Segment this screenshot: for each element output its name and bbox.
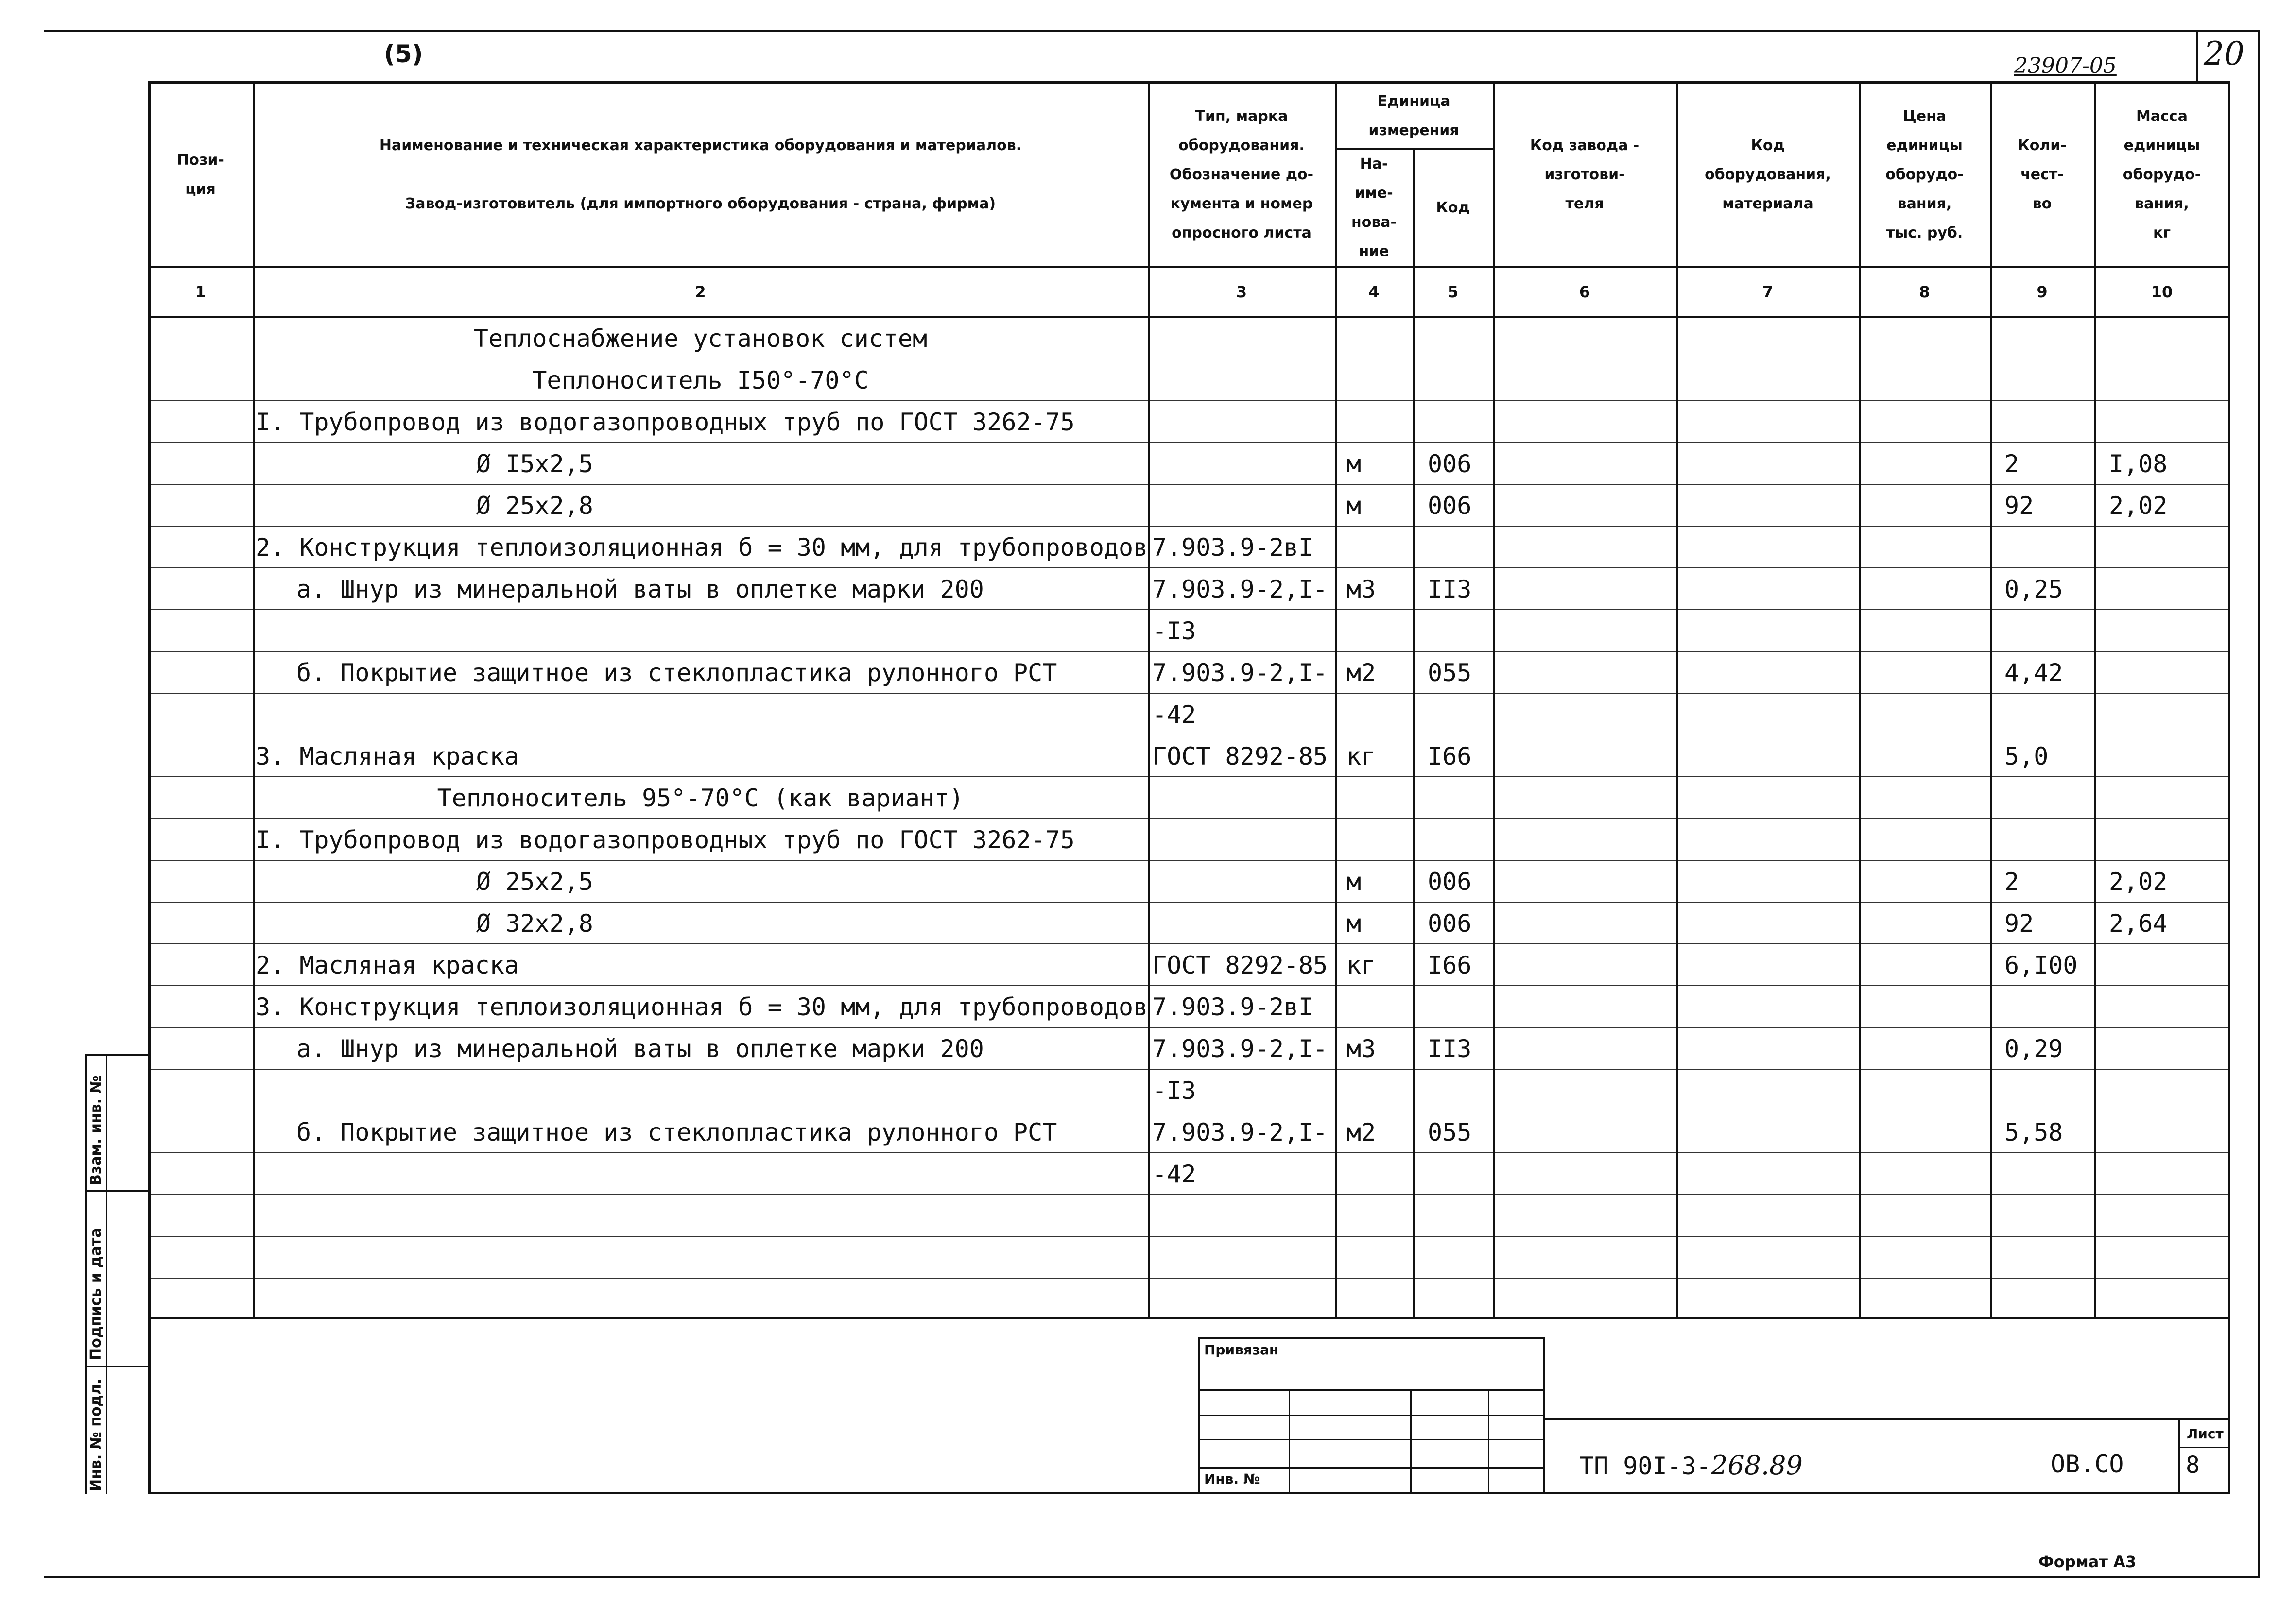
row-mass bbox=[2094, 318, 2229, 359]
row-name: I. Трубопровод из водогазопроводных труб по ГОСТ 3262-75 bbox=[256, 826, 1075, 854]
doc-code bbox=[1579, 1450, 1803, 1481]
row-code bbox=[1413, 1237, 1493, 1279]
row-name: 3. Масляная краска bbox=[256, 742, 519, 770]
outer-frame-bottom bbox=[44, 1576, 2260, 1578]
row-name: Теплоснабжение установок систем bbox=[473, 325, 928, 353]
column-header-text: На- име- нова- ние bbox=[1351, 155, 1397, 260]
row-name: 3. Конструкция теплоизоляционная б = 30 мм, для трубопроводов bbox=[256, 993, 1148, 1021]
row-quantity: 5,58 bbox=[2004, 1118, 2063, 1146]
row-code bbox=[1413, 1195, 1493, 1237]
row-name: а. Шнур из минеральной ваты в оплетке марки 200 bbox=[296, 575, 984, 603]
row-name bbox=[253, 694, 1148, 735]
row-name: б. Покрытие защитное из стеклопластика рулонного РСТ bbox=[296, 659, 1057, 687]
column-header-text: Наименование и техническая характеристика оборудования и материалов. Завод-изготовитель (для импортного оборудования - страна, фирма) bbox=[379, 137, 1022, 212]
row-type: 7.903.9-2,I- bbox=[1152, 1118, 1328, 1146]
column-number-3: 3 bbox=[1236, 283, 1247, 301]
row-unit bbox=[1335, 1195, 1413, 1237]
row-quantity bbox=[1990, 694, 2094, 735]
row-code bbox=[1413, 318, 1493, 359]
row-quantity bbox=[1990, 777, 2094, 819]
unit-group-header-text: Единица измерения bbox=[1368, 92, 1459, 139]
row-unit: м3 bbox=[1347, 575, 1376, 603]
row-code: 006 bbox=[1428, 492, 1472, 520]
row-unit bbox=[1335, 527, 1413, 568]
row-name: 2. Масляная краска bbox=[256, 951, 519, 979]
row-quantity bbox=[1990, 986, 2094, 1028]
row-unit bbox=[1335, 1070, 1413, 1111]
column-number-10: 10 bbox=[2151, 283, 2173, 301]
column-number-8: 8 bbox=[1919, 283, 1930, 301]
column-number-4: 4 bbox=[1368, 283, 1380, 301]
row-name: I. Трубопровод из водогазопроводных труб по ГОСТ 3262-75 bbox=[256, 408, 1075, 436]
row-quantity bbox=[1990, 1237, 2094, 1279]
row-mass bbox=[2094, 777, 2229, 819]
row-type: 7.903.9-2,I- bbox=[1152, 659, 1328, 687]
row-type: 7.903.9-2,I- bbox=[1152, 1035, 1328, 1063]
row-unit: м3 bbox=[1347, 1035, 1376, 1063]
row-mass bbox=[2094, 359, 2229, 401]
row-type bbox=[1148, 903, 1335, 944]
row-type bbox=[1148, 485, 1335, 527]
row-type: ГОСТ 8292-85 bbox=[1152, 742, 1328, 770]
row-code: 006 bbox=[1428, 450, 1472, 478]
row-unit bbox=[1335, 401, 1413, 443]
row-type: 7.903.9-2вI bbox=[1152, 993, 1313, 1021]
side-strip-div1 bbox=[85, 1190, 151, 1192]
row-unit bbox=[1335, 777, 1413, 819]
row-name: Теплоноситель 95°-70°C (как вариант) bbox=[437, 784, 964, 812]
row-type: -42 bbox=[1152, 1160, 1196, 1188]
row-quantity: 0,29 bbox=[2004, 1035, 2063, 1063]
row-mass bbox=[2094, 610, 2229, 652]
row-unit bbox=[1335, 819, 1413, 861]
title-block-top bbox=[1543, 1418, 2230, 1420]
column-header-8 bbox=[1859, 84, 1990, 266]
side-strip-top bbox=[85, 1054, 151, 1056]
row-quantity: 92 bbox=[2004, 909, 2034, 938]
row-quantity bbox=[1990, 610, 2094, 652]
row-code: 055 bbox=[1428, 659, 1472, 687]
row-quantity: 92 bbox=[2004, 492, 2034, 520]
row-code bbox=[1413, 359, 1493, 401]
row-mass bbox=[2094, 1279, 2229, 1320]
stamp-col1 bbox=[1289, 1389, 1290, 1492]
row-name: а. Шнур из минеральной ваты в оплетке марки 200 bbox=[296, 1035, 984, 1063]
row-name bbox=[253, 610, 1148, 652]
stamp-row1 bbox=[1198, 1389, 1545, 1391]
row-code: 055 bbox=[1428, 1118, 1472, 1146]
column-header-5 bbox=[1413, 150, 1493, 266]
row-type bbox=[1148, 359, 1335, 401]
row-code bbox=[1413, 527, 1493, 568]
row-type: -42 bbox=[1152, 700, 1196, 729]
column-number-7: 7 bbox=[1762, 283, 1774, 301]
column-header-text: Тип, марка оборудования. Обозначение до- кумента и номер опросного листа bbox=[1169, 108, 1314, 241]
column-header-6 bbox=[1493, 84, 1676, 266]
column-divider-6 bbox=[1676, 81, 1678, 1319]
row-type bbox=[1148, 443, 1335, 485]
row-quantity: 2 bbox=[2004, 868, 2020, 896]
row-code bbox=[1413, 1070, 1493, 1111]
row-name bbox=[253, 1153, 1148, 1195]
row-unit: кг bbox=[1347, 742, 1376, 770]
row-mass bbox=[2094, 944, 2229, 986]
side-strip-left bbox=[85, 1054, 87, 1494]
stamp-box-top bbox=[1198, 1337, 1545, 1339]
column-number-2: 2 bbox=[695, 283, 706, 301]
unit-group-header bbox=[1335, 84, 1493, 148]
row-type bbox=[1148, 777, 1335, 819]
row-name: Ø 32x2,8 bbox=[476, 909, 593, 938]
column-header-text: Цена единицы оборудо- вания, тыс. руб. bbox=[1885, 108, 1964, 241]
column-header-text: Код bbox=[1436, 199, 1470, 216]
side-label-inv: Инв. № подл. bbox=[87, 1378, 104, 1491]
row-name bbox=[253, 1237, 1148, 1279]
column-header-10 bbox=[2094, 84, 2229, 266]
column-header-9 bbox=[1990, 84, 2094, 266]
row-quantity bbox=[1990, 1279, 2094, 1320]
doc-code-hand: 268.89 bbox=[1710, 1450, 1803, 1481]
row-mass bbox=[2094, 1153, 2229, 1195]
stamp-row4 bbox=[1198, 1467, 1545, 1469]
row-unit bbox=[1335, 1153, 1413, 1195]
doc-number-top: 23907-05 bbox=[2014, 53, 2117, 78]
row-code: II3 bbox=[1428, 575, 1472, 603]
column-number-5: 5 bbox=[1447, 283, 1459, 301]
stamp-row3 bbox=[1198, 1439, 1545, 1440]
column-header-text: Масса единицы оборудо- вания, кг bbox=[2123, 108, 2201, 241]
row-mass bbox=[2094, 1237, 2229, 1279]
side-label-vzam: Взам. инв. № bbox=[87, 1076, 104, 1185]
row-mass bbox=[2094, 652, 2229, 694]
row-code bbox=[1413, 610, 1493, 652]
column-header-3 bbox=[1148, 84, 1335, 266]
row-unit bbox=[1335, 318, 1413, 359]
column-number-1: 1 bbox=[195, 283, 206, 301]
row-mass bbox=[2094, 986, 2229, 1028]
row-mass bbox=[2094, 694, 2229, 735]
row-mass: 2,64 bbox=[2109, 909, 2168, 938]
row-unit bbox=[1335, 1279, 1413, 1320]
row-quantity: 2 bbox=[2004, 450, 2020, 478]
column-header-text: Код оборудования, материала bbox=[1705, 137, 1831, 212]
column-number-9: 9 bbox=[2037, 283, 2048, 301]
row-name: Ø I5x2,5 bbox=[476, 450, 593, 478]
row-quantity bbox=[1990, 1195, 2094, 1237]
row-name: б. Покрытие защитное из стеклопластика рулонного РСТ bbox=[296, 1118, 1057, 1146]
row-quantity bbox=[1990, 1153, 2094, 1195]
row-unit: м2 bbox=[1347, 659, 1376, 687]
row-type: 7.903.9-2,I- bbox=[1152, 575, 1328, 603]
row-quantity: 6,I00 bbox=[2004, 951, 2078, 979]
row-quantity: 4,42 bbox=[2004, 659, 2063, 687]
row-quantity bbox=[1990, 819, 2094, 861]
row-type: ГОСТ 8292-85 bbox=[1152, 951, 1328, 979]
row-mass bbox=[2094, 527, 2229, 568]
sheet-box-left bbox=[2178, 1418, 2180, 1494]
row-name bbox=[253, 1195, 1148, 1237]
outer-frame-right bbox=[2258, 30, 2260, 1578]
row-unit bbox=[1335, 986, 1413, 1028]
row-mass bbox=[2094, 1028, 2229, 1070]
row-type bbox=[1148, 1237, 1335, 1279]
row-mass bbox=[2094, 568, 2229, 610]
column-header-4 bbox=[1335, 150, 1413, 266]
stamp-inv-no: Инв. № bbox=[1204, 1471, 1260, 1487]
column-header-1 bbox=[148, 84, 253, 266]
stamp-col3 bbox=[1488, 1389, 1489, 1492]
row-unit: м bbox=[1347, 450, 1362, 478]
column-header-text: Коли- чест- во bbox=[2018, 137, 2067, 212]
column-divider-5 bbox=[1493, 81, 1495, 1319]
row-mass bbox=[2094, 1070, 2229, 1111]
row-code: II3 bbox=[1428, 1035, 1472, 1063]
stamp-col2 bbox=[1410, 1389, 1412, 1492]
sheet-number-top: 20 bbox=[2204, 35, 2244, 72]
row-code: 006 bbox=[1428, 909, 1472, 938]
side-strip-inner bbox=[106, 1054, 107, 1494]
row-code bbox=[1413, 777, 1493, 819]
row-type: -I3 bbox=[1152, 617, 1196, 645]
row-type bbox=[1148, 1279, 1335, 1320]
outer-frame-top bbox=[44, 30, 2260, 32]
row-type: 7.903.9-2вI bbox=[1152, 533, 1313, 562]
row-unit: м2 bbox=[1347, 1118, 1376, 1146]
row-unit bbox=[1335, 359, 1413, 401]
column-header-7 bbox=[1676, 84, 1859, 266]
row-mass bbox=[2094, 735, 2229, 777]
row-code bbox=[1413, 1153, 1493, 1195]
row-quantity: 0,25 bbox=[2004, 575, 2063, 603]
row-mass bbox=[2094, 1111, 2229, 1153]
page-number-label: (5) bbox=[384, 40, 423, 68]
row-code bbox=[1413, 401, 1493, 443]
column-divider-7 bbox=[1859, 81, 1861, 1319]
table-bottom bbox=[148, 1492, 2230, 1494]
row-quantity bbox=[1990, 359, 2094, 401]
row-code: I66 bbox=[1428, 742, 1472, 770]
sheet-box-div bbox=[2178, 1447, 2230, 1448]
row-mass bbox=[2094, 401, 2229, 443]
row-mass bbox=[2094, 1195, 2229, 1237]
column-number-6: 6 bbox=[1579, 283, 1590, 301]
row-unit: кг bbox=[1347, 951, 1376, 979]
stamp-row2 bbox=[1198, 1415, 1545, 1416]
row-mass: 2,02 bbox=[2109, 492, 2168, 520]
section-code: ОВ.СО bbox=[2051, 1450, 2124, 1478]
row-quantity: 5,0 bbox=[2004, 742, 2049, 770]
row-code bbox=[1413, 694, 1493, 735]
sheet-number-box-left bbox=[2196, 30, 2198, 84]
row-unit bbox=[1335, 1237, 1413, 1279]
row-name: 2. Конструкция теплоизоляционная б = 30 мм, для трубопроводов bbox=[256, 533, 1148, 562]
row-quantity bbox=[1990, 527, 2094, 568]
row-mass: I,08 bbox=[2109, 450, 2168, 478]
sheet-label: Лист bbox=[2187, 1426, 2224, 1442]
doc-code-prefix: ТП 90I-3- bbox=[1579, 1452, 1711, 1480]
row-code bbox=[1413, 1279, 1493, 1320]
row-quantity bbox=[1990, 401, 2094, 443]
row-mass: 2,02 bbox=[2109, 868, 2168, 896]
row-unit: м bbox=[1347, 868, 1362, 896]
row-code: 006 bbox=[1428, 868, 1472, 896]
row-name: Ø 25x2,8 bbox=[476, 492, 593, 520]
row-code bbox=[1413, 819, 1493, 861]
column-header-text: Пози- ция bbox=[177, 152, 224, 198]
row-type bbox=[1148, 861, 1335, 903]
format-label: Формат А3 bbox=[2038, 1553, 2137, 1571]
row-unit: м bbox=[1347, 909, 1362, 938]
row-type bbox=[1148, 401, 1335, 443]
row-type bbox=[1148, 1195, 1335, 1237]
row-type: -I3 bbox=[1152, 1076, 1196, 1105]
row-unit bbox=[1335, 694, 1413, 735]
side-strip-div2 bbox=[85, 1366, 151, 1367]
row-mass bbox=[2094, 819, 2229, 861]
row-name: Ø 25x2,5 bbox=[476, 868, 593, 896]
row-unit: м bbox=[1347, 492, 1362, 520]
row-code: I66 bbox=[1428, 951, 1472, 979]
column-header-text: Код завода - изготови- теля bbox=[1530, 137, 1640, 212]
side-label-podpis: Подпись и дата bbox=[87, 1228, 104, 1360]
row-type bbox=[1148, 318, 1335, 359]
row-unit bbox=[1335, 610, 1413, 652]
row-quantity bbox=[1990, 1070, 2094, 1111]
sheet-value: 8 bbox=[2186, 1452, 2200, 1479]
row-quantity bbox=[1990, 318, 2094, 359]
row-name: Теплоноситель I50°-70°C bbox=[532, 366, 869, 394]
row-name bbox=[253, 1070, 1148, 1111]
row-type bbox=[1148, 819, 1335, 861]
row-name bbox=[253, 1279, 1148, 1320]
row-code bbox=[1413, 986, 1493, 1028]
stamp-privyazan: Привязан bbox=[1204, 1342, 1279, 1358]
column-header-2 bbox=[253, 84, 1148, 266]
